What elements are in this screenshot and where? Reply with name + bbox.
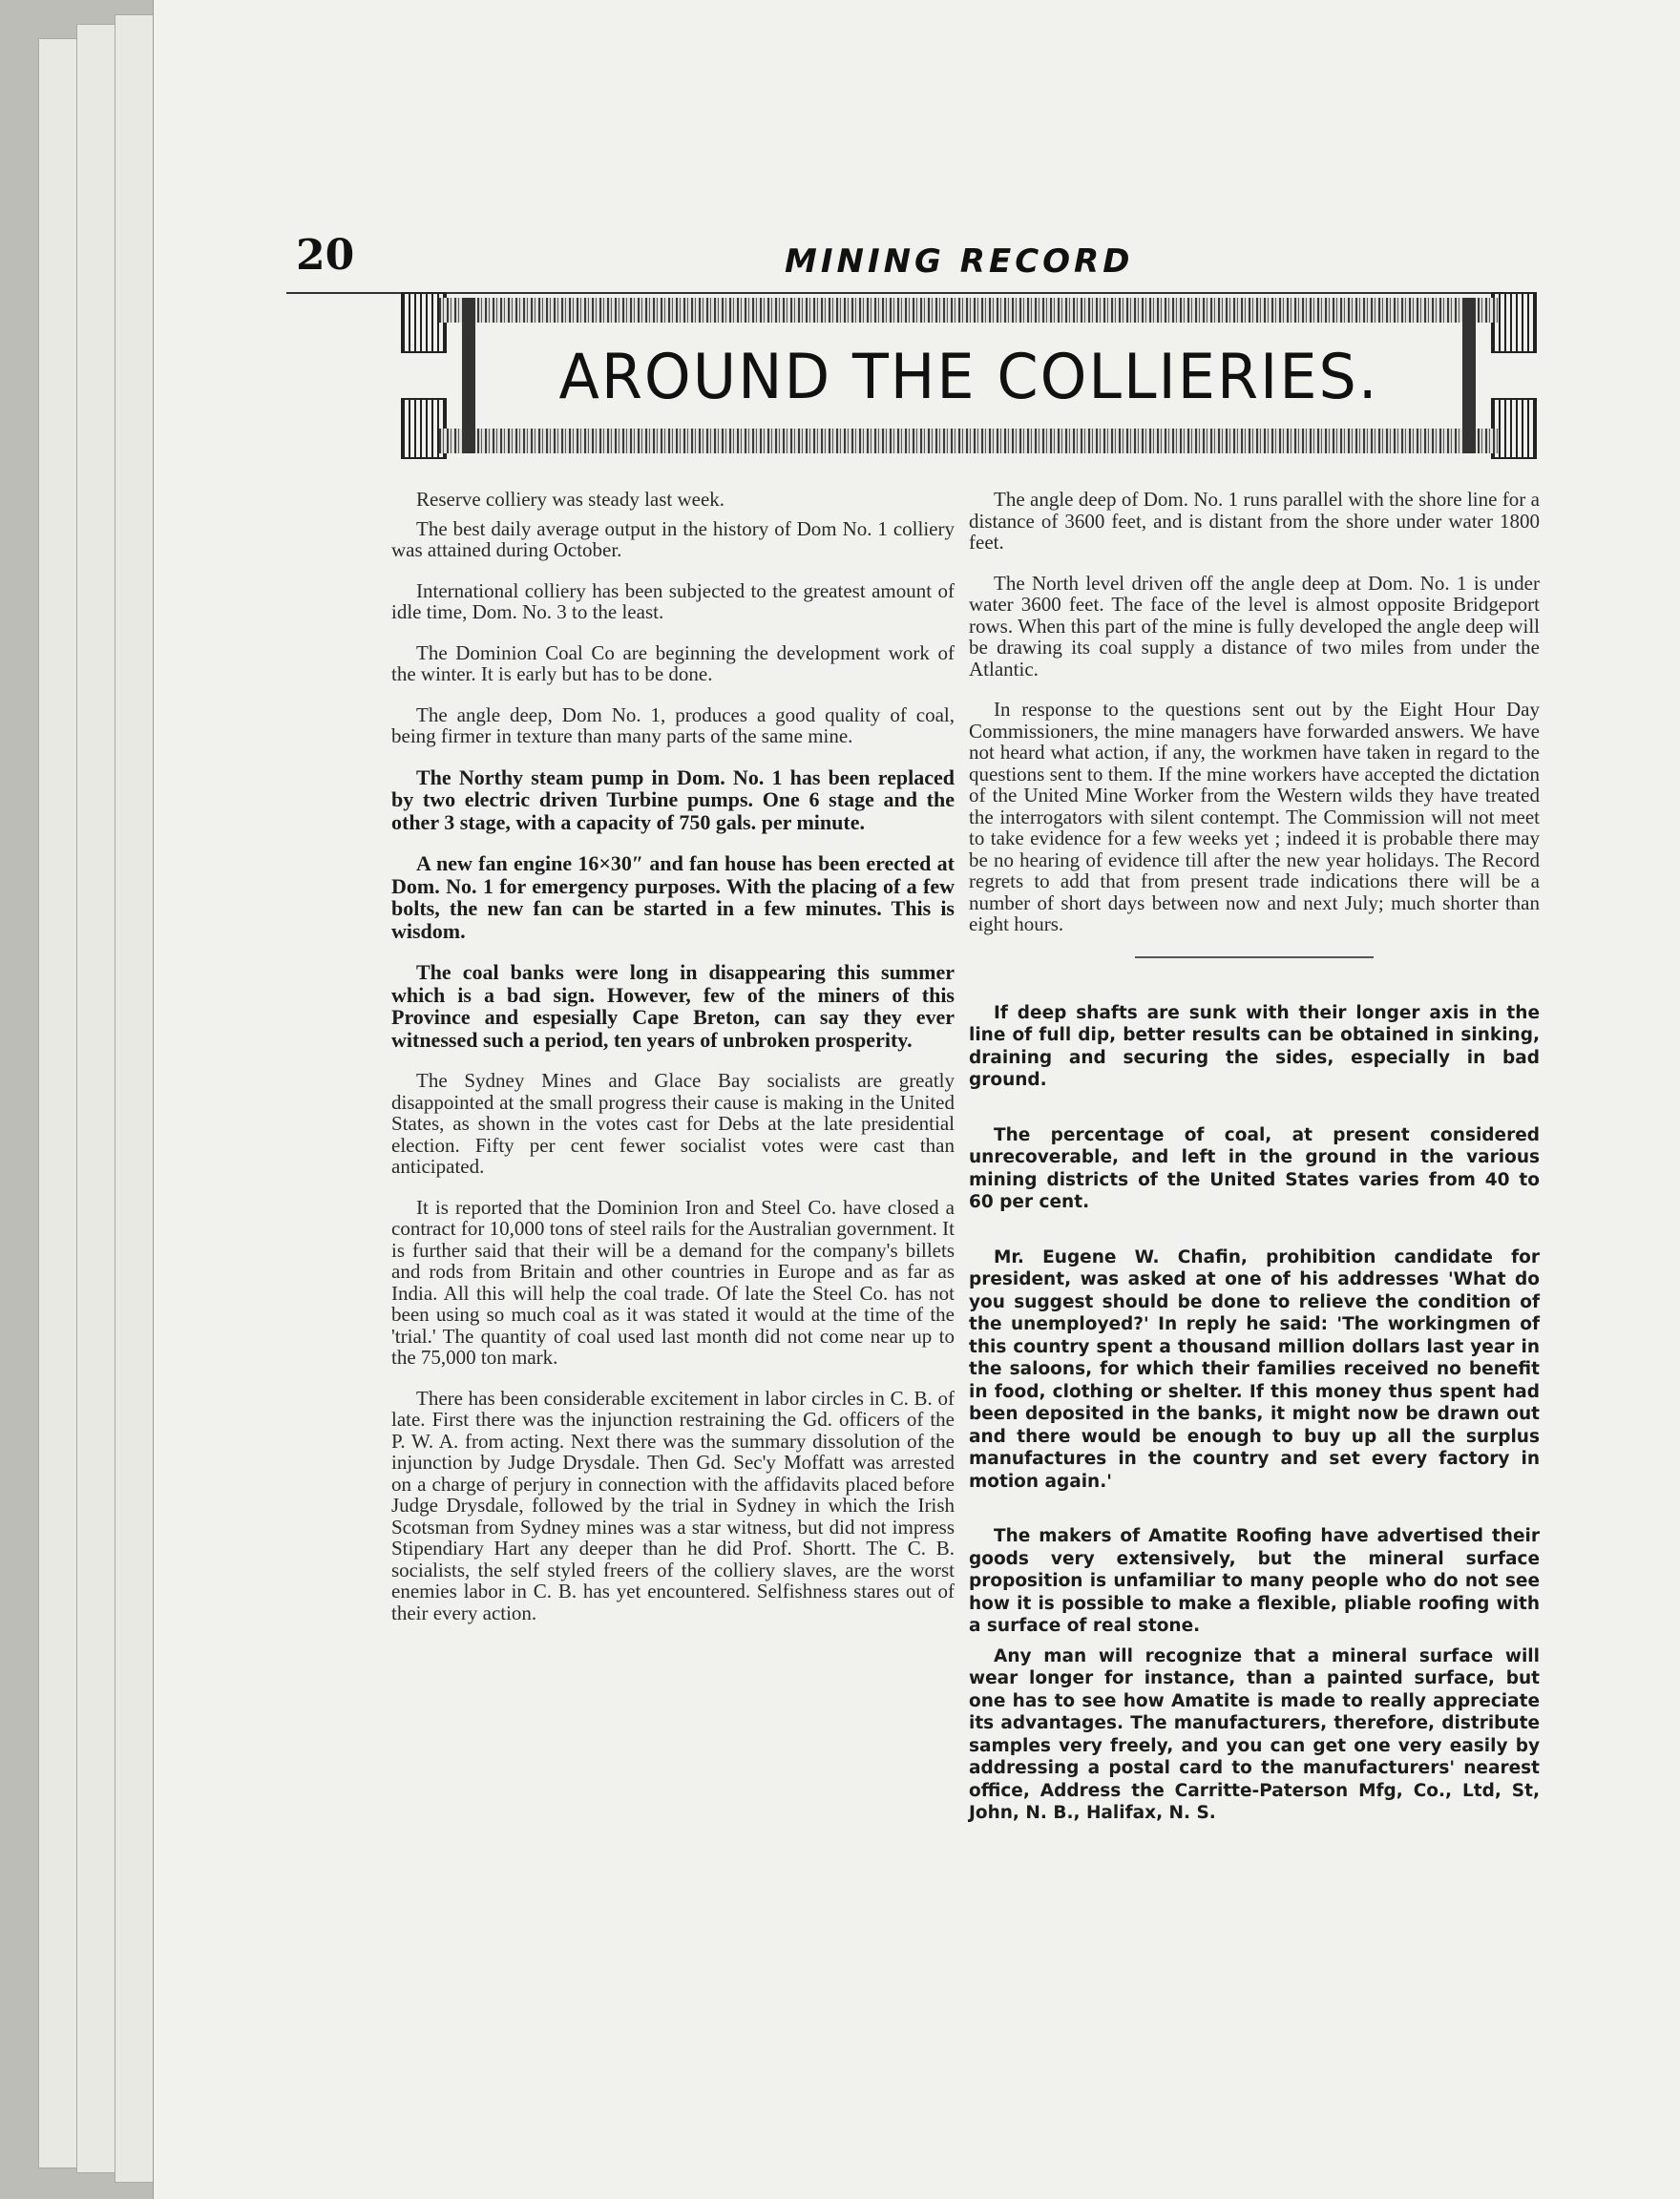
paragraph: International colliery has been subjected to the greatest amount of idle time, Dom. No. 3 to the least. [391, 578, 955, 623]
paragraph: The Northy steam pump in Dom. No. 1 has been replaced by two electric driven Turbine pumps. One 6 stage and the other 3 stage, with a capacity of 750 gals. per minute. [391, 764, 955, 834]
section-title: AROUND THE COLLIERIES. [558, 340, 1379, 413]
page-header [286, 221, 1537, 294]
paragraph: The percentage of coal, at present considered unrecoverable, and left in the ground in the various mining districts of the United States varies from 40 to 60 per cent. [969, 1124, 1540, 1212]
section-banner [401, 292, 1537, 459]
right-column [969, 489, 1540, 1844]
paragraph: Any man will recognize that a mineral surface will wear longer for instance, than a painted surface, but one has to see how Amatite is made to really appreciate its advantages. The manufacturers, therefore, distribute samples very freely, and you can get one very easily by addressing a postal card to the manufacturers' nearest office, Address the Carritte-Paterson Mfg, Co., Ltd, St, John, N. B., Halifax, N. S. [969, 1645, 1540, 1823]
paragraph: A new fan engine 16×30″ and fan house has been erected at Dom. No. 1 for emergency purposes. With the placing of a few bolts, the new fan can be started in a few minutes. This is wisdom. [391, 851, 955, 943]
paragraph: The Dominion Coal Co are beginning the development work of the winter. It is early but has to be done. [391, 640, 955, 685]
paragraph: The North level driven off the angle deep at Dom. No. 1 is under water 3600 feet. The face of the level is almost opposite Bridgeport rows. When this part of the mine is fully developed the angle deep will be drawing its coal supply a distance of two miles from under the Atlantic. [969, 571, 1540, 681]
paragraph: The Sydney Mines and Glace Bay socialists are greatly disappointed at the small progress their cause is making in the United States, as shown in the votes cast for Debs at the late presidential election. Fifty per cent fewer socialist votes were cast than anticipated. [391, 1069, 955, 1178]
paragraph: The angle deep of Dom. No. 1 runs parallel with the shore line for a distance of 3600 feet, and is distant from the shore under water 1800 feet. [969, 488, 1540, 554]
paragraph: The coal banks were long in disappearing this summer which is a bad sign. However, few of the miners of this Province and espesially Cape Breton, can say they ever witnessed such a period, ten years of unbroken prosperity. [391, 960, 955, 1052]
paragraph: In response to the questions sent out by the Eight Hour Day Commissioners, the mine managers have forwarded answers. We have not heard what action, if any, the workmen have taken in regard to the questions sent to them. If the mine workers have accepted the dictation of the United Mine Worker from the Western wilds they have treated the interrogators with silent contempt. The Commission will not meet to take evidence for a few weeks yet ; indeed it is probable there may be no hearing of evidence till after the new year holidays. The Record regrets to add that from present trade indications there will be a number of short days between now and next July; much shorter than eight hours. [969, 698, 1540, 935]
banner-rule [439, 298, 1499, 323]
page-number: 20 [296, 231, 355, 280]
paragraph: The angle deep, Dom No. 1, produces a good quality of coal, being firmer in texture than many parts of the same mine. [391, 702, 955, 747]
paragraph: The best daily average output in the history of Dom No. 1 colliery was attained during October. [391, 516, 955, 561]
paragraph: Reserve colliery was steady last week. [416, 488, 725, 511]
journal-title: MINING RECORD [785, 242, 1134, 281]
paragraph: It is reported that the Dominion Iron and Steel Co. have closed a contract for 10,000 tons of steel rails for the Australian government. It is further said that their will be a demand for the company's billets and rods from Britain and other countries in Europe and as far as India. All this will help the coal trade. Of late the Steel Co. has not been using so much coal as it was stated it would at the time of the 'trial.' The quantity of coal used last month did not come near up to the 75,000 ton mark. [391, 1195, 955, 1369]
banner-rule [439, 429, 1499, 453]
paragraph: If deep shafts are sunk with their longer axis in the line of full dip, better results can be obtained in sinking, draining and securing the sides, especially in bad ground. [969, 1002, 1540, 1090]
section-divider [1135, 956, 1374, 958]
left-column [391, 489, 955, 1643]
paragraph: There has been considerable excitement in labor circles in C. B. of late. First there was the injunction restraining the Gd. officers of the P. W. A. from acting. Next there was the summary dissolution of the injunction by Judge Drysdale. Then Gd. Sec'y Moffatt was arrested on a charge of perjury in connection with the affidavits placed before Judge Drysdale, followed by the trial in Sydney in which the Irish Scotsman from Sydney mines was a star witness, but did not impress Stipendiary Hart any deeper than he did Prof. Shortt. The C. B. socialists, the self styled freers of the colliery slaves, are the worst enemies labor in C. B. has yet encountered. Selfishness stares out of their every action. [391, 1386, 955, 1624]
paragraph: The makers of Amatite Roofing have advertised their goods very extensively, but the mineral surface proposition is unfamiliar to many people who do not see how it is possible to make a flexible, pliable roofing with a surface of real stone. [969, 1526, 1540, 1636]
paragraph: Mr. Eugene W. Chafin, prohibition candidate for president, was asked at one of his addresses 'What do you suggest should be done to relieve the condition of the unemployed?' In reply he said: 'The workingmen of this country spent a thousand million dollars last year in the saloons, for which their families received no benefit in food, clothing or shelter. If this money thus spent had been deposited in the banks, it might now be drawn out and there would be enough to buy up all the surplus manufactures in the country and set every factory in motion again.' [969, 1246, 1540, 1492]
